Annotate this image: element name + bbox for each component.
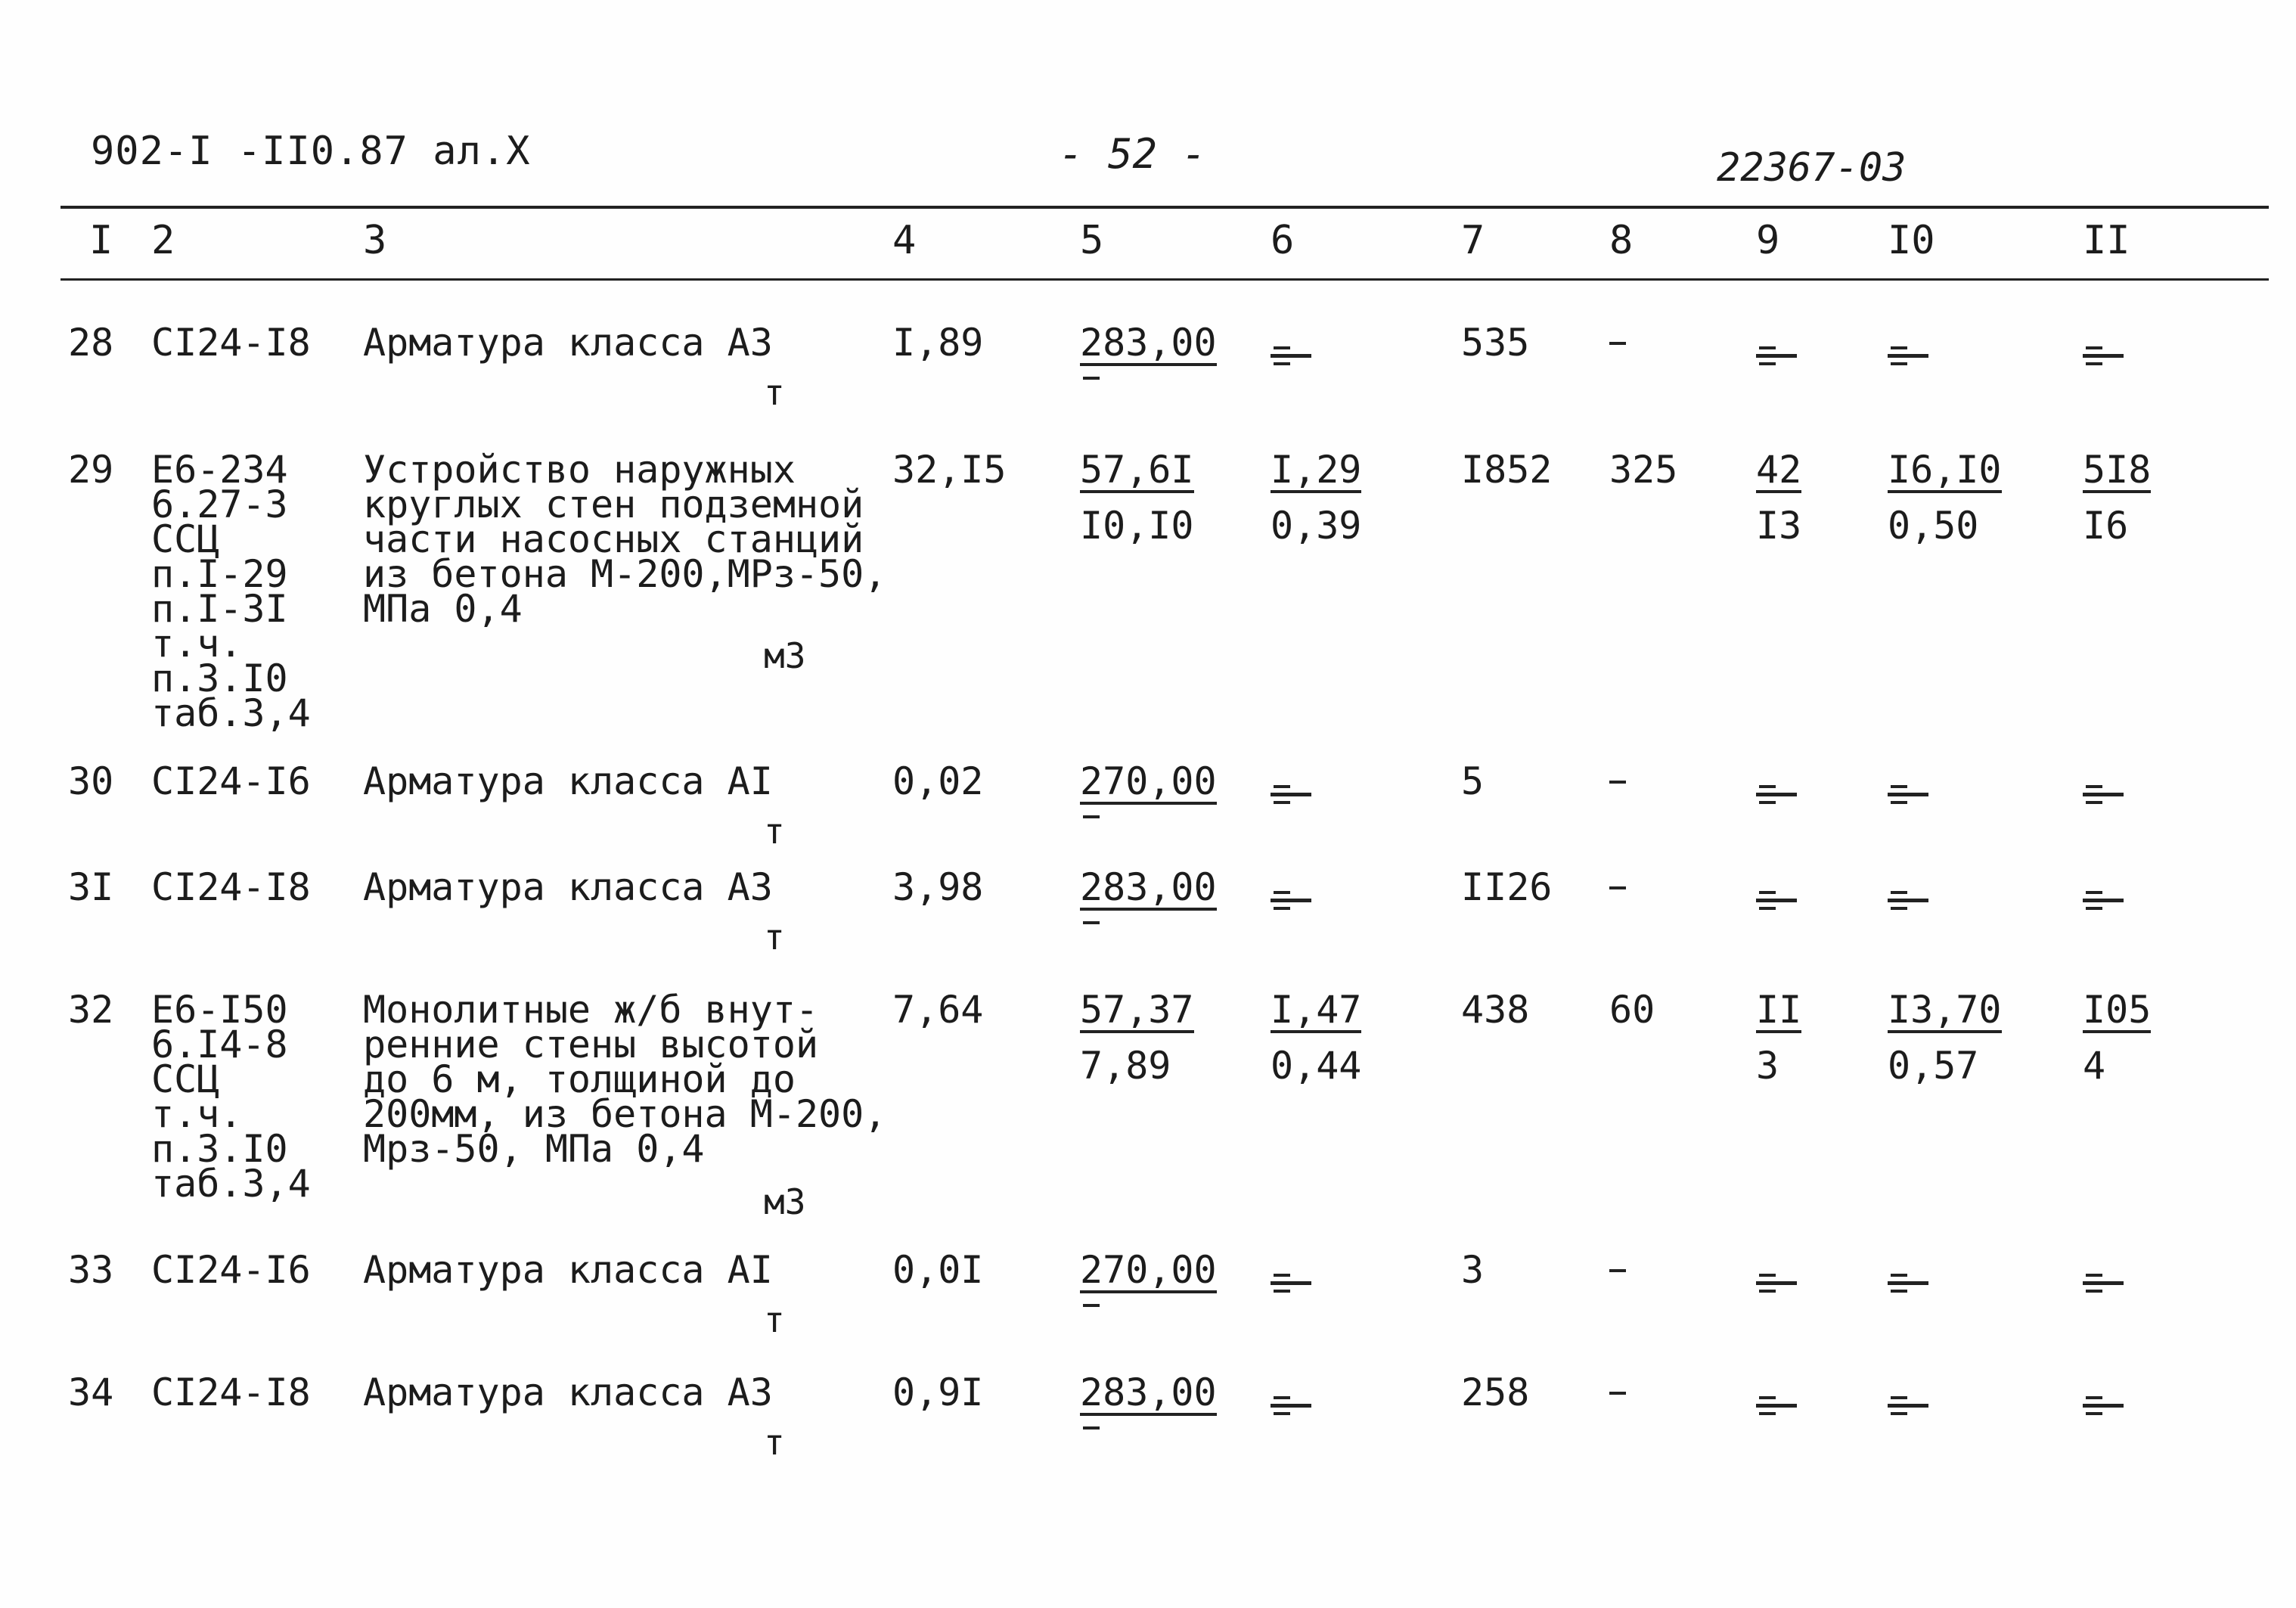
labor-total <box>2083 448 2152 548</box>
quantity: 3,98 <box>892 865 984 909</box>
total-cost: II26 <box>1461 865 1553 909</box>
labor-unit-numerator: I6,I0 <box>1888 448 2002 492</box>
labor-unit-bottom-dash <box>1891 801 1907 804</box>
unit-cost-denominator: 7,89 <box>1080 1044 1171 1088</box>
labor-unit <box>1888 988 2002 1088</box>
machine-total <box>1756 988 1802 1088</box>
labor-total <box>2083 1396 2124 1415</box>
row-number: 28 <box>68 321 114 365</box>
row-number: 30 <box>68 759 114 803</box>
machine-total-top-dash <box>1759 1274 1776 1277</box>
machine-cost-numerator: I,47 <box>1271 988 1362 1032</box>
norm-code: CI24-I8 <box>151 321 311 365</box>
wages-dash <box>1609 1269 1626 1272</box>
column-number: 8 <box>1609 218 1634 263</box>
unit-cost <box>1080 448 1194 548</box>
unit-cost-numerator: 283,00 <box>1080 321 1217 365</box>
quantity: 0,0I <box>892 1248 984 1292</box>
unit-cost-denominator-dash <box>1083 815 1100 818</box>
unit-cost-denominator-dash <box>1083 921 1100 924</box>
labor-unit <box>1888 1396 1928 1415</box>
machine-cost-fraction-bar <box>1271 1281 1311 1285</box>
labor-total-denominator: I6 <box>2083 504 2129 548</box>
machine-total-denominator: I3 <box>1756 504 1802 548</box>
unit-cost-numerator: 283,00 <box>1080 1371 1217 1414</box>
machine-total-fraction-bar <box>1756 1281 1797 1285</box>
norm-code: CI24-I8 <box>151 1371 311 1414</box>
quantity: 0,02 <box>892 759 984 803</box>
labor-unit-denominator: 0,50 <box>1888 504 1979 548</box>
labor-total <box>2083 1274 2124 1293</box>
machine-cost <box>1271 785 1311 804</box>
work-description: Устройство наружных круглых стен подземной части насосных станций из бетона М-200,МРз-50, МПа 0,4 <box>363 448 887 631</box>
labor-total-fraction-bar <box>2083 899 2124 902</box>
work-description: Арматура класса A3 <box>363 1371 773 1414</box>
machine-cost-bottom-dash <box>1274 907 1290 910</box>
labor-unit-top-dash <box>1891 891 1907 894</box>
unit-cost <box>1080 988 1194 1088</box>
row-number: 32 <box>68 988 114 1032</box>
column-number: 2 <box>151 218 175 263</box>
labor-unit-top-dash <box>1891 1274 1907 1277</box>
labor-total <box>2083 785 2124 804</box>
labor-total-top-dash <box>2086 785 2102 788</box>
labor-unit-top-dash <box>1891 785 1907 788</box>
unit-of-measure: т <box>764 1299 785 1340</box>
machine-total-top-dash <box>1759 1396 1776 1399</box>
work-description: Монолитные ж/б внут- ренние стены высотой до 6 м, толщиной до 200мм, из бетона М-200, Мрз-50, МПа 0,4 <box>363 988 887 1171</box>
machine-total-top-dash <box>1759 785 1776 788</box>
wages-dash <box>1609 886 1626 889</box>
wages: 325 <box>1609 448 1678 492</box>
column-number: 4 <box>892 218 917 263</box>
unit-cost-denominator: I0,I0 <box>1080 504 1194 548</box>
norm-code: CI24-I6 <box>151 759 311 803</box>
total-cost: 438 <box>1461 988 1530 1032</box>
labor-total-bottom-dash <box>2086 362 2102 365</box>
unit-cost-numerator: 270,00 <box>1080 759 1217 803</box>
norm-code: CI24-I8 <box>151 865 311 909</box>
machine-cost-fraction-bar <box>1271 1404 1311 1408</box>
labor-unit-fraction-bar <box>1888 1404 1928 1408</box>
labor-unit-top-dash <box>1891 1396 1907 1399</box>
labor-unit-bottom-dash <box>1891 1412 1907 1415</box>
machine-total-bottom-dash <box>1759 907 1776 910</box>
labor-unit-denominator: 0,57 <box>1888 1044 1979 1088</box>
unit-of-measure: т <box>764 372 785 413</box>
machine-total-numerator: II <box>1756 988 1802 1032</box>
unit-of-measure: т <box>764 1422 785 1463</box>
machine-cost-denominator: 0,44 <box>1271 1044 1362 1088</box>
labor-unit-fraction-bar <box>1888 354 1928 358</box>
unit-cost-denominator-dash <box>1083 377 1100 380</box>
column-number: I0 <box>1888 218 1935 263</box>
machine-cost <box>1271 448 1362 548</box>
norm-code: E6-I50 6.I4-8 ССЦ т.ч. п.3.I0 таб.3,4 <box>151 988 311 1206</box>
labor-unit <box>1888 346 1928 365</box>
labor-total-top-dash <box>2086 1274 2102 1277</box>
machine-cost <box>1271 346 1311 365</box>
unit-of-measure: м3 <box>764 1181 806 1222</box>
unit-cost-numerator: 57,37 <box>1080 988 1194 1032</box>
row-number: 29 <box>68 448 114 492</box>
quantity: 32,I5 <box>892 448 1007 492</box>
machine-cost-bottom-dash <box>1274 1290 1290 1293</box>
machine-total <box>1756 448 1802 548</box>
labor-total-bottom-dash <box>2086 1412 2102 1415</box>
unit-cost <box>1080 865 1217 924</box>
row-number: 33 <box>68 1248 114 1292</box>
unit-cost <box>1080 1248 1217 1307</box>
labor-unit-top-dash <box>1891 346 1907 349</box>
labor-total <box>2083 346 2124 365</box>
labor-total <box>2083 988 2152 1088</box>
machine-cost <box>1271 1274 1311 1293</box>
machine-total-fraction-bar <box>1756 793 1797 796</box>
machine-cost-top-dash <box>1274 346 1290 349</box>
unit-cost <box>1080 759 1217 818</box>
norm-code: E6-234 6.27-3 ССЦ п.I-29 п.I-3I т.ч. п.3.I0 таб.3,4 <box>151 448 311 735</box>
machine-cost <box>1271 1396 1311 1415</box>
labor-total-denominator: 4 <box>2083 1044 2106 1088</box>
unit-cost-numerator: 283,00 <box>1080 865 1217 909</box>
unit-cost <box>1080 1371 1217 1430</box>
labor-unit <box>1888 785 1928 804</box>
labor-total-bottom-dash <box>2086 1290 2102 1293</box>
machine-total-top-dash <box>1759 346 1776 349</box>
column-number: 7 <box>1461 218 1485 263</box>
work-description: Арматура класса AI <box>363 759 773 803</box>
labor-unit-fraction-bar <box>1888 793 1928 796</box>
labor-total-numerator: 5I8 <box>2083 448 2152 492</box>
labor-total-fraction-bar <box>2083 1281 2124 1285</box>
labor-total <box>2083 891 2124 910</box>
unit-of-measure: м3 <box>764 635 806 676</box>
machine-total-numerator: 42 <box>1756 448 1802 492</box>
column-number: 5 <box>1080 218 1104 263</box>
unit-cost-denominator-dash <box>1083 1304 1100 1307</box>
wages-dash <box>1609 342 1626 345</box>
labor-total-fraction-bar <box>2083 354 2124 358</box>
machine-cost-fraction-bar <box>1271 793 1311 796</box>
machine-total-denominator: 3 <box>1756 1044 1779 1088</box>
labor-total-fraction-bar <box>2083 793 2124 796</box>
machine-total-bottom-dash <box>1759 362 1776 365</box>
total-cost: 3 <box>1461 1248 1485 1292</box>
machine-cost-top-dash <box>1274 1274 1290 1277</box>
wages-dash <box>1609 781 1626 784</box>
wages-dash <box>1609 1392 1626 1395</box>
machine-cost-denominator: 0,39 <box>1271 504 1362 548</box>
machine-total-bottom-dash <box>1759 1290 1776 1293</box>
machine-total-bottom-dash <box>1759 801 1776 804</box>
row-number: 34 <box>68 1371 114 1414</box>
machine-cost-bottom-dash <box>1274 362 1290 365</box>
table-top-rule <box>61 206 2269 209</box>
total-cost: 535 <box>1461 321 1530 365</box>
machine-total <box>1756 891 1797 910</box>
machine-total-fraction-bar <box>1756 354 1797 358</box>
machine-cost-top-dash <box>1274 891 1290 894</box>
labor-unit <box>1888 448 2002 548</box>
table-header-rule <box>61 278 2269 281</box>
unit-cost-numerator: 57,6I <box>1080 448 1194 492</box>
labor-total-top-dash <box>2086 1396 2102 1399</box>
labor-total-numerator: I05 <box>2083 988 2152 1032</box>
machine-cost-fraction-bar <box>1271 354 1311 358</box>
column-number: II <box>2083 218 2130 263</box>
labor-total-top-dash <box>2086 891 2102 894</box>
machine-total <box>1756 785 1797 804</box>
unit-cost <box>1080 321 1217 380</box>
machine-total-top-dash <box>1759 891 1776 894</box>
labor-unit-numerator: I3,70 <box>1888 988 2002 1032</box>
machine-total <box>1756 346 1797 365</box>
work-description: Арматура класса A3 <box>363 865 773 909</box>
sheet-code: 22367-03 <box>1717 145 1907 191</box>
machine-cost-numerator: I,29 <box>1271 448 1362 492</box>
quantity: 0,9I <box>892 1371 984 1414</box>
unit-cost-denominator-dash <box>1083 1426 1100 1430</box>
column-number: 3 <box>363 218 387 263</box>
unit-of-measure: т <box>764 917 785 958</box>
machine-total <box>1756 1396 1797 1415</box>
labor-unit <box>1888 1274 1928 1293</box>
labor-unit-bottom-dash <box>1891 907 1907 910</box>
labor-unit-bottom-dash <box>1891 1290 1907 1293</box>
total-cost: I852 <box>1461 448 1553 492</box>
page-number: - 52 - <box>1059 130 1207 178</box>
norm-code: CI24-I6 <box>151 1248 311 1292</box>
unit-cost-numerator: 270,00 <box>1080 1248 1217 1292</box>
work-description: Арматура класса AI <box>363 1248 773 1292</box>
labor-unit-fraction-bar <box>1888 899 1928 902</box>
machine-total <box>1756 1274 1797 1293</box>
wages: 60 <box>1609 988 1655 1032</box>
machine-cost-bottom-dash <box>1274 1412 1290 1415</box>
document-code: 902-I -II0.87 ал.X <box>91 129 531 174</box>
labor-total-bottom-dash <box>2086 907 2102 910</box>
labor-unit-bottom-dash <box>1891 362 1907 365</box>
machine-cost <box>1271 891 1311 910</box>
labor-total-fraction-bar <box>2083 1404 2124 1408</box>
quantity: 7,64 <box>892 988 984 1032</box>
unit-of-measure: т <box>764 811 785 852</box>
labor-total-top-dash <box>2086 346 2102 349</box>
column-number: 9 <box>1756 218 1780 263</box>
column-number: 6 <box>1271 218 1295 263</box>
total-cost: 258 <box>1461 1371 1530 1414</box>
work-description: Арматура класса A3 <box>363 321 773 365</box>
row-number: 3I <box>68 865 114 909</box>
quantity: I,89 <box>892 321 984 365</box>
labor-unit-fraction-bar <box>1888 1281 1928 1285</box>
machine-cost-fraction-bar <box>1271 899 1311 902</box>
labor-unit <box>1888 891 1928 910</box>
machine-cost <box>1271 988 1362 1088</box>
labor-total-bottom-dash <box>2086 801 2102 804</box>
machine-cost-top-dash <box>1274 785 1290 788</box>
machine-total-fraction-bar <box>1756 899 1797 902</box>
total-cost: 5 <box>1461 759 1485 803</box>
machine-total-bottom-dash <box>1759 1412 1776 1415</box>
machine-cost-bottom-dash <box>1274 801 1290 804</box>
machine-cost-top-dash <box>1274 1396 1290 1399</box>
column-number: I <box>89 218 113 263</box>
machine-total-fraction-bar <box>1756 1404 1797 1408</box>
